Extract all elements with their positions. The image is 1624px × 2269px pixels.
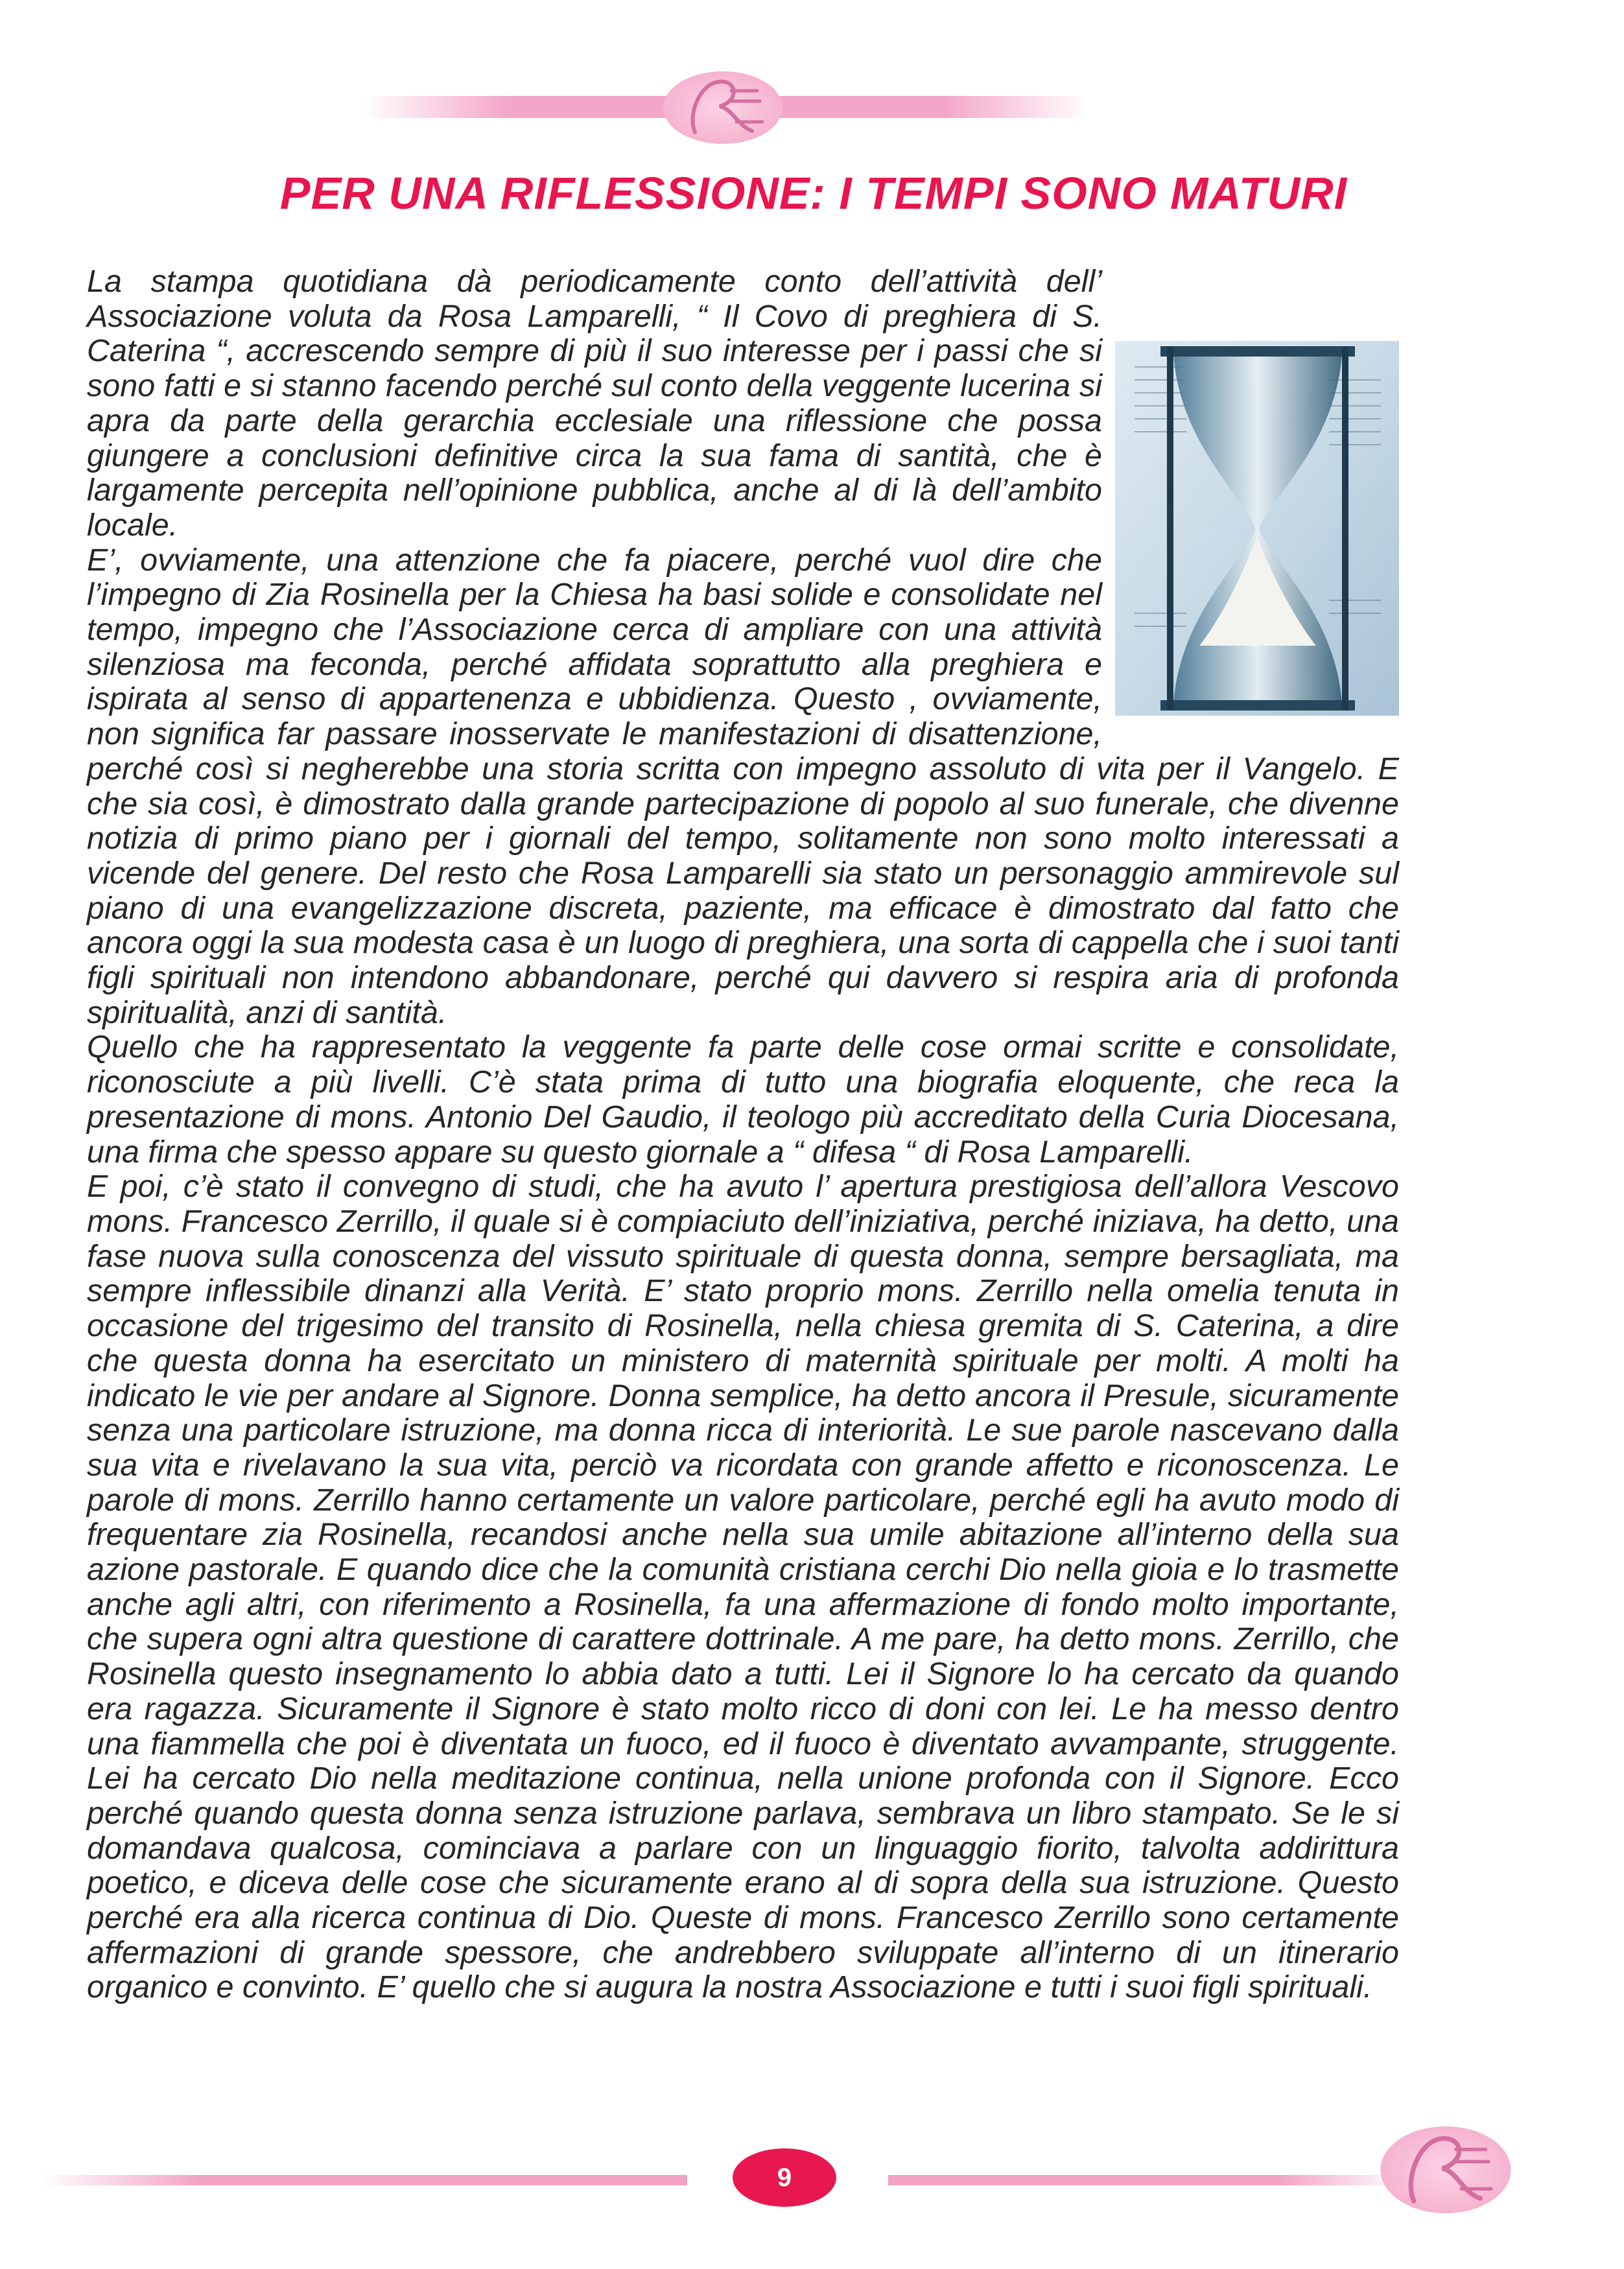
footer-decorative-line-right — [888, 2175, 1407, 2185]
hourglass-image — [1115, 341, 1399, 716]
paragraph-3: Quello che ha rappresentato la veggente fa parte delle cose ormai scritte e consolidate, riconosciute a più livelli. C’è stata prima di tutto una biografia eloquente, che reca la presentazione di mons. Antonio Del Gaudio, il teologo più accreditato della Curia Diocesana, una firma che spesso appare su questo giornale a “ difesa “ di Rosa Lamparelli. — [87, 1029, 1399, 1170]
article-body — [87, 265, 1399, 2005]
footer-decorative-line-left — [39, 2175, 687, 2185]
paragraph-1: La stampa quotidiana dà periodicamente conto dell’attività dell’ Associazione voluta da Rosa Lamparelli, “ Il Covo di preghiera di S. Caterina “, accrescendo sempre di più il suo interesse per i passi che si sono fatti e si stanno facendo perché sul conto della veggente lucerina si apra da parte della gerarchia ecclesiale una riflessione che possa giungere a conclusioni definitive circa la sua fama di santità, che è largamente percepita nell’opinione pubblica, anche al di là dell’ambito locale. — [87, 264, 1102, 543]
paragraph-2: E’, ovviamente, una attenzione che fa piacere, perché vuol dire che l’impegno di Zia Rosinella per la Chiesa ha basi solide e consolidate nel tempo, impegno che l’Associazione cerca di ampliare con una attività silenziosa ma feconda, perché affidata soprattutto alla preghiera e ispirata al senso di appartenenza e ubbidienza. Questo , ovviamente, non significa far passare inosservate le manifestazioni di disattenzione, perché così si negherebbe una storia scritta con impegno assoluto di vita per il Vangelo. E che sia così, è dimostrato dalla grande partecipazione di popolo al suo funerale, che divenne notizia di primo piano per i giornali del tempo, solitamente non sono molto interessati a vicende del genere. Del resto che Rosa Lamparelli sia stato un personaggio ammirevole sul piano di una evangelizzazione discreta, paziente, ma efficace è dimostrato dal fatto che ancora oggi la sua modesta casa è un luogo di preghiera, una sorta di cappella che i suoi tanti figli spirituali non intendono abbandonare, perché qui davvero si respira aria di profonda spiritualità, anzi di santità. — [87, 542, 1399, 1030]
page-title: PER UNA RIFLESSIONE: I TEMPI SONO MATURI — [279, 168, 1348, 218]
paragraph-4: E poi, c’è stato il convegno di studi, che ha avuto l’ apertura prestigiosa dell’allora Vescovo mons. Francesco Zerrillo, il quale si è compiaciuto dell’iniziativa, perché iniziava, ha detto, una fase nuova sulla conoscenza del vissuto spirituale di questa donna, sempre bersagliata, ma sempre inflessibile dinanzi alla Verità. E’ stato proprio mons. Zerrillo nella omelia tenuta in occasione del trigesimo del transito di Rosinella, nella chiesa gremita di S. Caterina, a dire che questa donna ha esercitato un ministero di maternità spirituale per molti. A molti ha indicato le vie per andare al Signore. Donna semplice, ha detto ancora il Presule, sicuramente senza una particolare istruzione, ma donna ricca di interiorità. Le sue parole nascevano dalla sua vita e rivelavano la sua vita, perciò va ricordata con grande affetto e riconoscenza. Le parole di mons. Zerrillo hanno certamente un valore particolare, perché egli ha avuto modo di frequentare zia Rosinella, recandosi anche nella sua umile abitazione all’interno della sua azione pastorale. E quando dice che la comunità cristiana cerchi Dio nella gioia e lo trasmette anche agli altri, con riferimento a Rosinella, fa una affermazione di fondo molto importante, che supera ogni altra questione di carattere dottrinale. A me pare, ha detto mons. Zerrillo, che Rosinella questo insegnamento lo abbia dato a tutti. Lei il Signore lo ha cercato da quando era ragazza. Sicuramente il Signore è stato molto ricco di doni con lei. Le ha messo dentro una fiammella che poi è diventata un fuoco, ed il fuoco è diventato avvampante, struggente. Lei ha cercato Dio nella meditazione continua, nella unione profonda con il Signore. Ecco perché quando questa donna senza istruzione parlava, sembrava un libro stampato. Se le si domandava qualcosa, cominciava a parlare con un linguaggio fiorito, talvolta addirittura poetico, e diceva delle cose che sicuramente erano al di sopra della sua istruzione. Questo perché era alla ricerca continua di Dio. Queste di mons. Francesco Zerrillo sono certamente affermazioni di grande spessore, che andrebbero sviluppate all’interno di un itinerario organico e convinto. E’ quello che si augura la nostra Associazione e tutti i suoi figli spirituali. — [87, 1169, 1399, 2005]
footer-mistica-rosa-logo — [1374, 2121, 1517, 2218]
logo-emblem-icon — [655, 69, 791, 147]
page-number: 9 — [733, 2148, 836, 2207]
footer-logo-emblem-icon — [1374, 2121, 1517, 2218]
mistica-rosa-logo — [655, 69, 791, 147]
